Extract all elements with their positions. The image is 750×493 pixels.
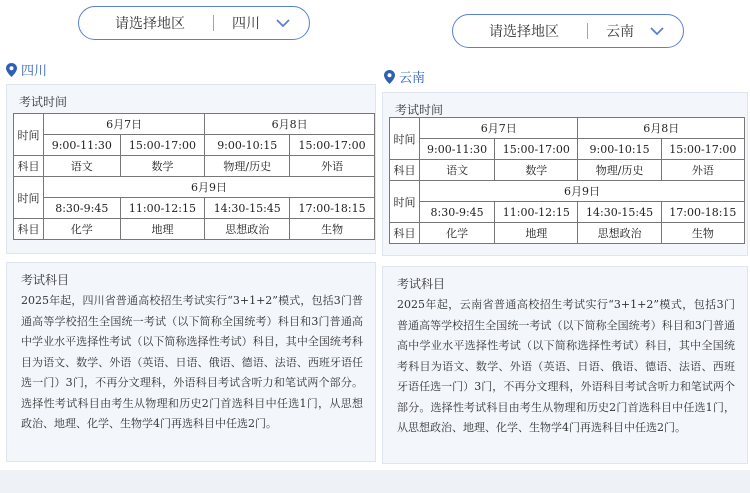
table-cell: 15:00-17:00 <box>120 135 205 156</box>
chevron-down-icon <box>650 26 664 36</box>
table-cell: 14:30-15:45 <box>205 198 290 219</box>
table-cell: 地理 <box>495 223 578 244</box>
table-header: 科目 <box>14 219 44 240</box>
panel-body-text: 2025年起，四川省普通高校招生考试实行“3+1+2”模式，包括3门普通高等学校招生全国统一考试（以下简称全国统考）科目和3门普通高中学业水平选择性考试（以下简称选择性考试）科目，其中全国统考科目为语文、数学、外语（英语、日语、俄语、德语、法语、西班牙语任选一门）3门，不再分文理科，外语科目考试含听力和笔试两个部分。选择性考试科目由考生从物理和历史2门首选科目中任选1门，从思想政治、地理、化学、生物学4门再选科目中任选2门。 <box>21 294 363 430</box>
table-cell: 数学 <box>495 160 578 181</box>
table-header: 科目 <box>390 223 420 244</box>
table-cell: 思想政治 <box>205 219 290 240</box>
region-select-value: 四川 <box>232 16 260 32</box>
table-cell: 6月9日 <box>44 177 375 198</box>
table-cell: 6月7日 <box>44 114 205 135</box>
table-cell: 17:00-18:15 <box>661 202 744 223</box>
chevron-down-icon <box>276 18 290 28</box>
exam-time-panel-right <box>382 92 748 256</box>
table-header: 时间 <box>14 114 44 156</box>
location-pin-icon <box>6 63 17 77</box>
divider <box>587 23 588 39</box>
panel-title: 考试科目 <box>397 277 446 291</box>
table-cell: 15:00-17:00 <box>495 139 578 160</box>
table-cell: 生物 <box>661 223 744 244</box>
location-pin-icon <box>384 70 395 84</box>
table-cell: 地理 <box>120 219 205 240</box>
table-cell: 9:00-10:15 <box>578 139 661 160</box>
panel-title: 考试时间 <box>395 103 444 117</box>
table-cell: 化学 <box>44 219 121 240</box>
table-cell: 17:00-18:15 <box>290 198 375 219</box>
table-cell: 化学 <box>420 223 495 244</box>
table-cell: 6月8日 <box>578 118 745 139</box>
exam-subjects-panel-right <box>382 266 748 464</box>
region-heading-left <box>6 60 47 79</box>
table-cell: 外语 <box>661 160 744 181</box>
table-header: 时间 <box>14 177 44 219</box>
table-header: 时间 <box>390 181 420 223</box>
panel-body-text: 2025年起，云南省普通高校招生考试实行“3+1+2”模式，包括3门普通高等学校招生全国统一考试（以下简称全国统考）科目和3门普通高中学业水平选择性考试（以下简称选择性考试）科目，其中全国统考科目为语文、数学、外语（英语、日语、俄语、德语、法语、西班牙语任选一门）3门，不再分文理科，外语科目考试含听力和笔试两个部分。选择性考试科目由考生从物理和历史2门首选科目中任选1门，从思想政治、地理、化学、生物学4门再选科目中任选2门。 <box>397 298 735 434</box>
exam-schedule-table <box>389 117 745 244</box>
table-cell: 语文 <box>420 160 495 181</box>
table-cell: 11:00-12:15 <box>120 198 205 219</box>
region-name: 四川 <box>21 64 48 79</box>
table-cell: 9:00-10:15 <box>205 135 290 156</box>
table-cell: 11:00-12:15 <box>495 202 578 223</box>
table-cell: 语文 <box>44 156 121 177</box>
table-cell: 8:30-9:45 <box>420 202 495 223</box>
table-cell: 15:00-17:00 <box>661 139 744 160</box>
table-cell: 8:30-9:45 <box>44 198 121 219</box>
table-cell: 6月7日 <box>420 118 578 139</box>
table-cell: 9:00-11:30 <box>44 135 121 156</box>
panel-title: 考试时间 <box>19 95 68 109</box>
exam-time-panel-left <box>6 84 376 254</box>
region-heading-right <box>384 67 425 86</box>
region-select-value: 云南 <box>606 24 634 40</box>
divider <box>213 15 214 31</box>
table-cell: 数学 <box>120 156 205 177</box>
region-select-right[interactable] <box>452 14 684 48</box>
table-cell: 物理/历史 <box>205 156 290 177</box>
exam-schedule-table <box>13 113 375 240</box>
table-cell: 物理/历史 <box>578 160 661 181</box>
table-cell: 14:30-15:45 <box>578 202 661 223</box>
region-select-label: 请选择地区 <box>489 24 559 40</box>
panel-title: 考试科目 <box>21 273 70 287</box>
exam-subjects-panel-left <box>6 262 376 462</box>
table-header: 科目 <box>14 156 44 177</box>
table-header: 时间 <box>390 118 420 160</box>
region-name: 云南 <box>399 71 426 86</box>
table-cell: 15:00-17:00 <box>290 135 375 156</box>
region-select-left[interactable] <box>78 6 310 40</box>
table-header: 科目 <box>390 160 420 181</box>
table-cell: 9:00-11:30 <box>420 139 495 160</box>
table-cell: 生物 <box>290 219 375 240</box>
table-cell: 思想政治 <box>578 223 661 244</box>
bottom-bar <box>0 470 750 493</box>
table-cell: 外语 <box>290 156 375 177</box>
table-cell: 6月8日 <box>205 114 375 135</box>
table-cell: 6月9日 <box>420 181 745 202</box>
region-select-label: 请选择地区 <box>115 16 185 32</box>
